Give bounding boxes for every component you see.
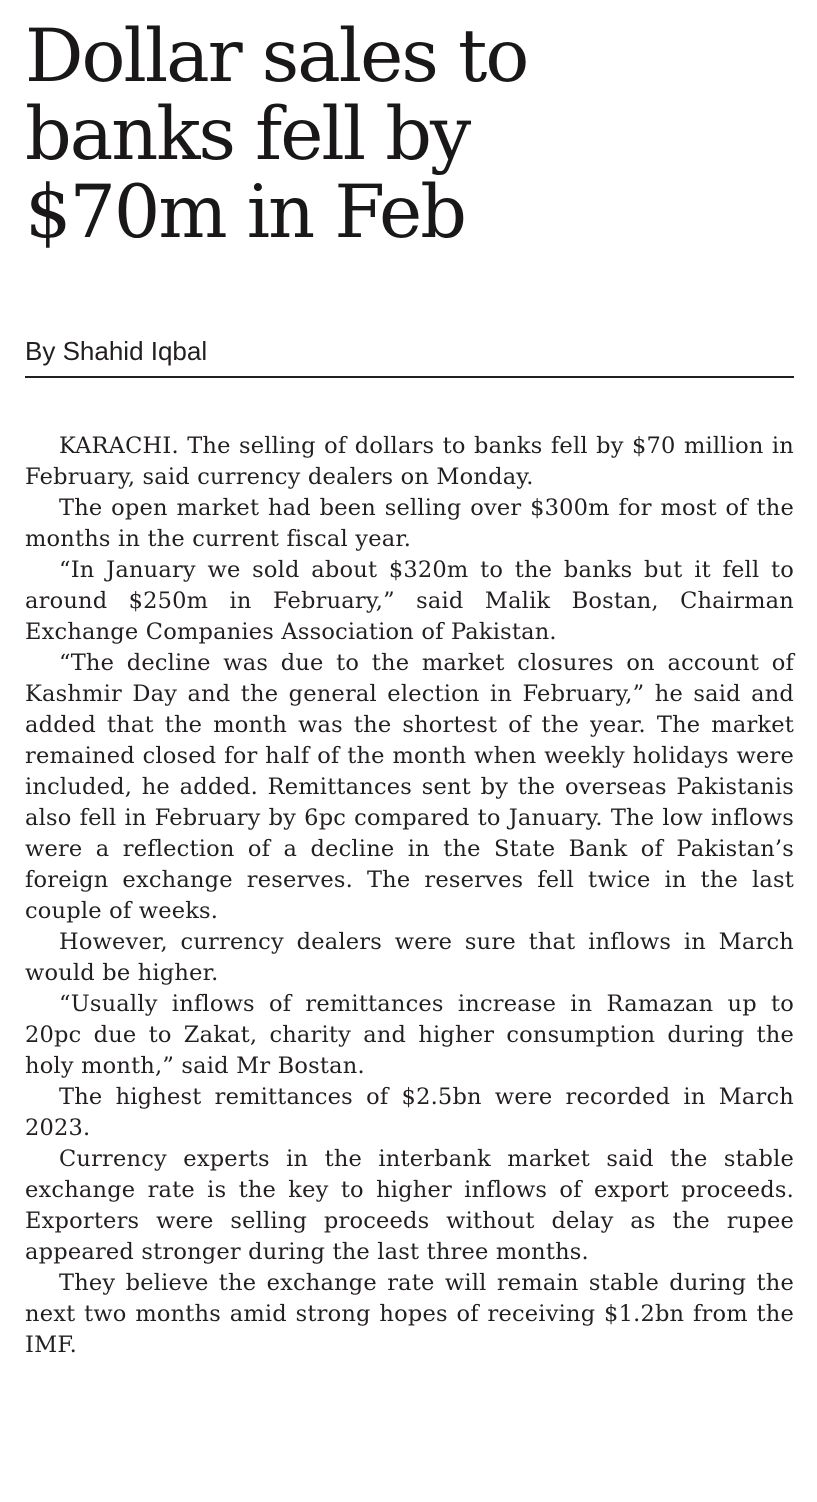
paragraph: “The decline was due to the market closures on account of Kashmir Day and the general election in February,” he said and added that the month was the shortest of the year. The market remained closed for half of the month when weekly holidays were included, he added. Remittances sent by the overseas Pakistanis also fell in February by 6pc compared to January. The low inflows were a reflection of a decline in the State Bank of Pakistan’s foreign exchange reserves. The reserves fell twice in the last couple of weeks. [25, 650, 794, 924]
headline-line-2: banks fell by [25, 92, 470, 177]
paragraph: Currency experts in the interbank market said the stable exchange rate is the key to higher inflows of export proceeds. Exporters were selling proceeds without delay as the rupee appeared stronger during the last three months. [25, 1146, 794, 1265]
paragraph: The open market had been selling over $300m for most of the months in the current fiscal year. [25, 495, 794, 552]
paragraph: KARACHI. The selling of dollars to banks fell by $70 million in February, said currency dealers on Monday. [25, 433, 794, 490]
news-article [25, 14, 794, 1358]
paragraph: “In January we sold about $320m to the banks but it fell to around $250m in February,” said Malik Bostan, Chairman Exchange Companies Association of Pakistan. [25, 557, 794, 645]
byline-divider [25, 376, 794, 378]
paragraph: The highest remittances of $2.5bn were recorded in March 2023. [25, 1084, 794, 1141]
paragraph: “Usually inflows of remittances increase in Ramazan up to 20pc due to Zakat, charity and higher consumption during the holy month,” said Mr Bostan. [25, 991, 794, 1079]
headline-line-1: Dollar sales to [25, 14, 528, 99]
paragraph: However, currency dealers were sure that inflows in March would be higher. [25, 929, 794, 986]
paragraph: They believe the exchange rate will remain stable during the next two months amid strong hopes of receiving $1.2bn from the IMF. [25, 1270, 794, 1358]
byline: By Shahid Iqbal [25, 336, 208, 366]
headline-line-3: $70m in Feb [25, 170, 465, 255]
headline [25, 14, 794, 255]
article-body [25, 431, 794, 1361]
